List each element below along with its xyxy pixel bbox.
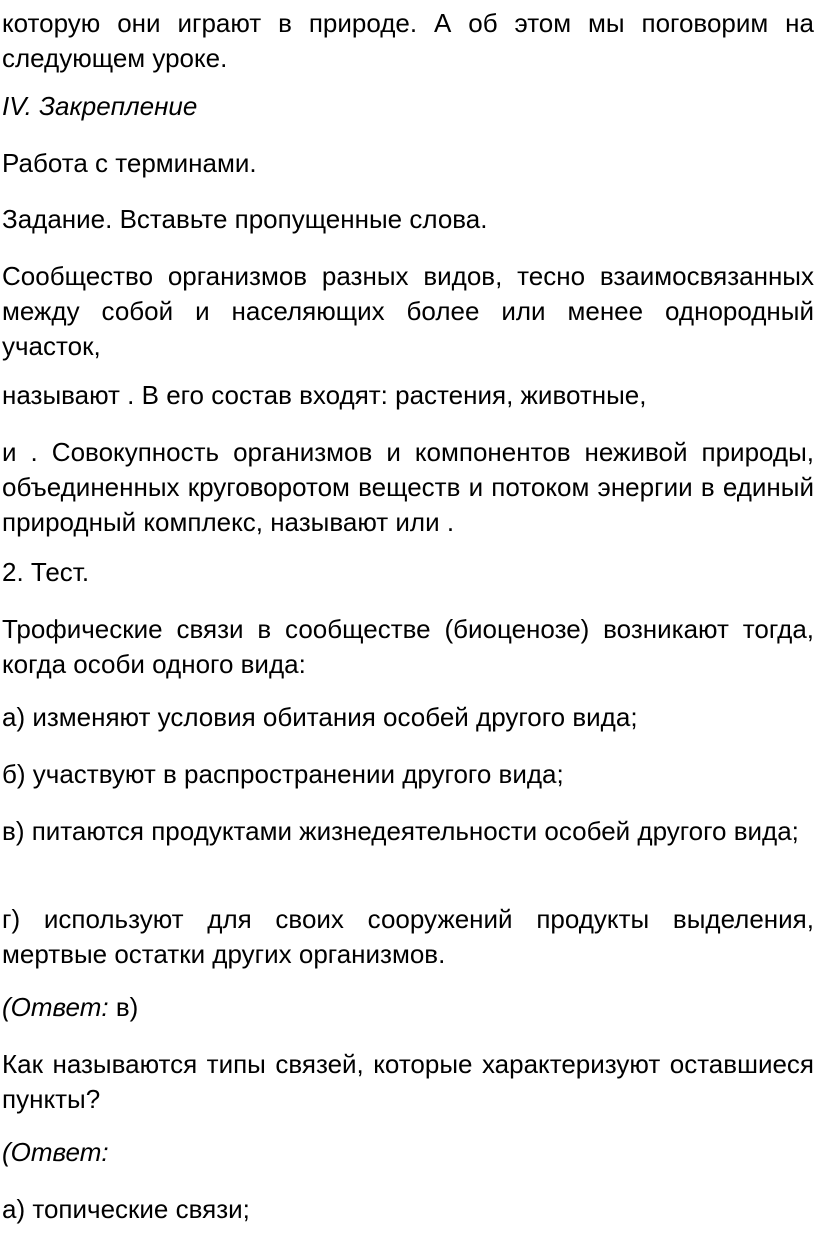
paragraph-task: Задание. Вставьте пропущенные слова. bbox=[2, 204, 488, 234]
paragraph-intro-ending: которую они играют в природе. А об этом мы поговорим на следующем уроке. bbox=[2, 8, 814, 73]
paragraph-link-types-question: Как называются типы связей, которые характеризуют оставшиеся пункты? bbox=[2, 1049, 814, 1114]
paragraph-ecosystem-definition: и . Совокупность организмов и компонентов неживой природы, объединенных круговоротом веществ и потоком энергии в единый природный комплекс, называют или . bbox=[2, 437, 814, 537]
paragraph-test-heading: 2. Тест. bbox=[2, 557, 90, 587]
answer-option-v: в) питаются продуктами жизнедеятельности особей другого вида; bbox=[2, 816, 799, 846]
paragraph-trophic-question: Трофические связи в сообществе (биоценозе) возникают тогда, когда особи одного вида: bbox=[2, 614, 814, 679]
paragraph-terms-work: Работа с терминами. bbox=[2, 148, 257, 178]
answer-label: (Ответ: bbox=[2, 992, 109, 1022]
section-heading-consolidation: IV. Закрепление bbox=[2, 91, 198, 121]
answer-label-2: (Ответ: bbox=[2, 1137, 109, 1167]
answer-option-g: г) используют для своих сооружений продукты выделения, мертвые остатки других организмов. bbox=[2, 904, 814, 969]
answer-line-1 bbox=[2, 990, 814, 1025]
paragraph-community-definition: Сообщество организмов разных видов, тесно взаимосвязанных между собой и населяющих более или менее однородный участок, bbox=[2, 261, 814, 361]
answer-value: в) bbox=[108, 992, 139, 1022]
answer-option-a: а) изменяют условия обитания особей другого вида; bbox=[2, 702, 638, 732]
answer-option-b: б) участвуют в распространении другого вида; bbox=[2, 759, 564, 789]
answer-topic-links: а) топические связи; bbox=[2, 1194, 250, 1224]
paragraph-called: называют . В его состав входят: растения, животные, bbox=[2, 380, 647, 410]
